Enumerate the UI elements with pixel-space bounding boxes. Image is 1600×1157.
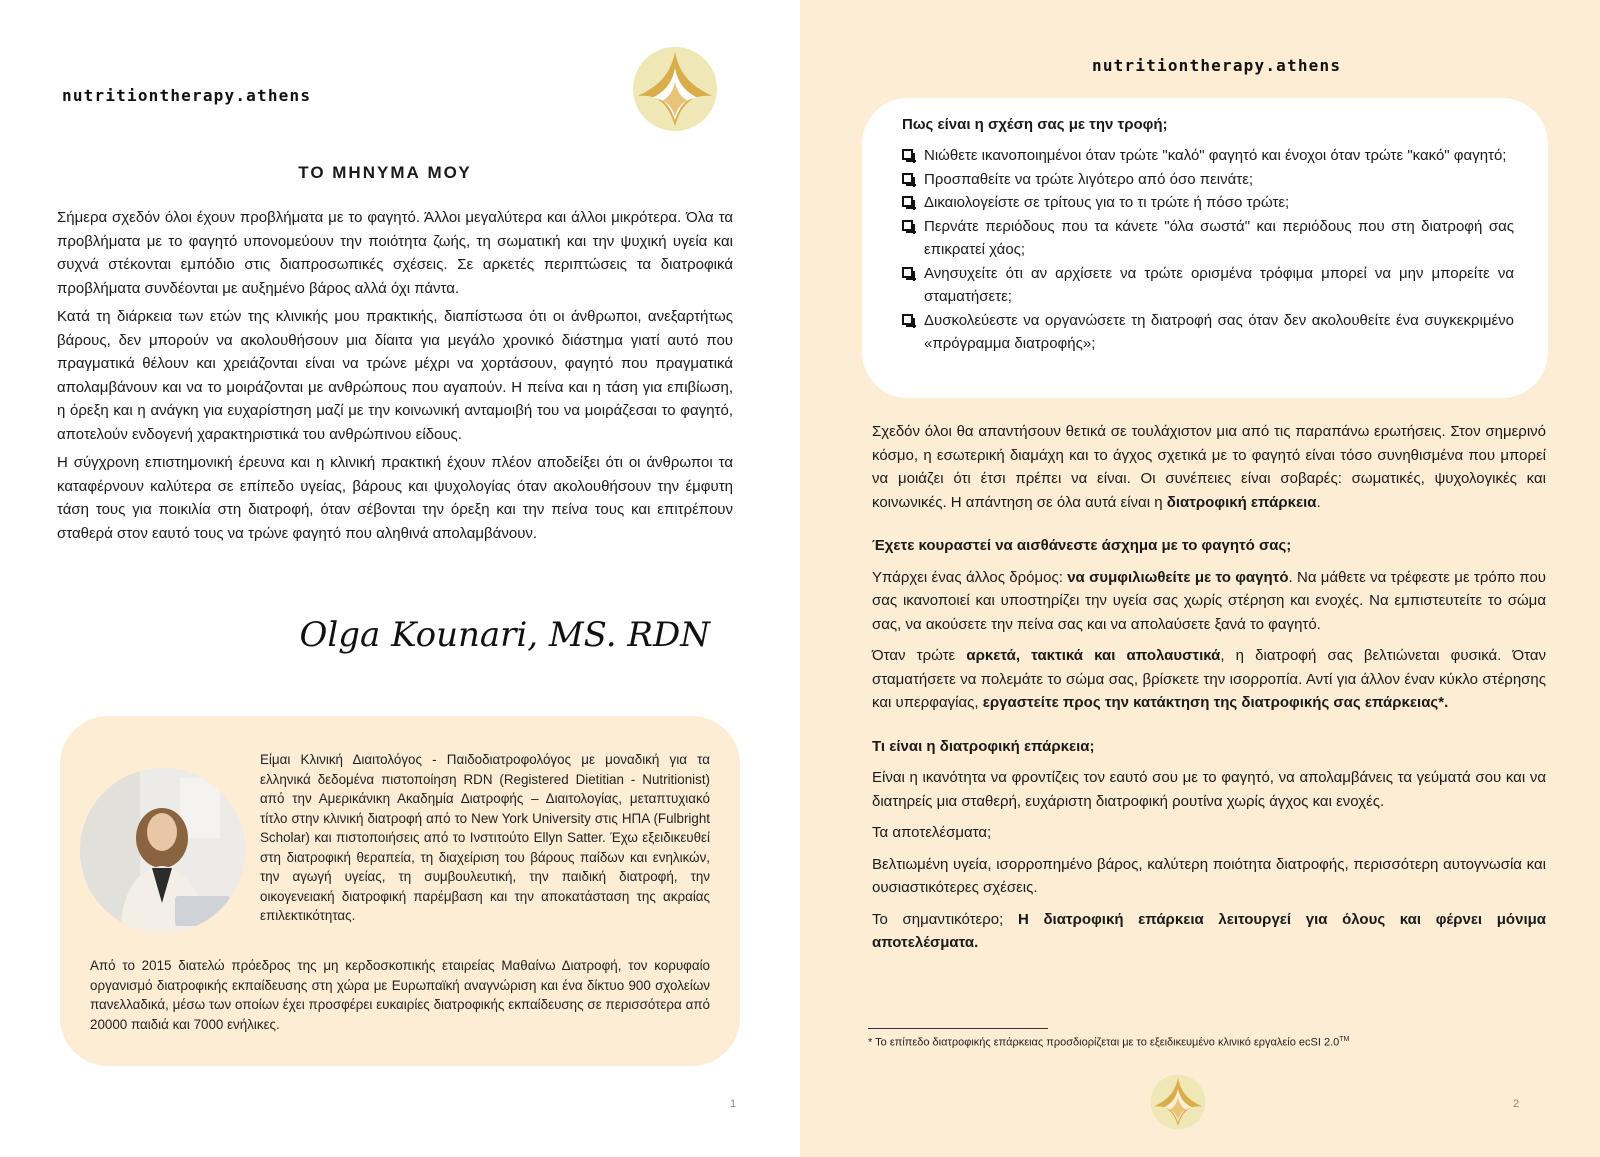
section-heading: Τι είναι η διατροφική επάρκεια; (872, 737, 1095, 755)
paragraph: Τα αποτελέσματα; (872, 824, 992, 841)
list-item: Ανησυχείτε ότι αν αρχίσετε να τρώτε ορισμένα τρόφιμα μπορεί να μην μπορείτε να σταματήσετε; (902, 262, 1514, 309)
paragraph: Υπάρχει ένας άλλος δρόμος: να συμφιλιωθείτε με το φαγητό. Να μάθετε να τρέφεστε με τρόπο που σας ικανοποιεί και υποστηρίζει την υγεία σας χωρίς στέρηση και ενοχές. Να εμπιστευτείτε το σώμα σας, να ακούσετε την πείνα σας και να απολαύσετε ξανά το φαγητό. (872, 568, 1546, 633)
paragraph: Όταν τρώτε αρκετά, τακτικά και απολαυστικά, η διατροφή σας βελτιώνεται φυσικά. Όταν σταματήσετε να πολεμάτε το σώμα σας, βρίσκετε την ισορροπία. Αντί για άλλον έναν κύκλο στέρησης και υπερφαγίας, εργαστείτε προς την κατάκτηση της διατροφικής σας επάρκειας*. (872, 647, 1546, 711)
checkbox-icon (902, 267, 913, 278)
list-item: Δυσκολεύεστε να οργανώσετε τη διατροφή σας όταν δεν ακολουθείτε ένα συγκεκριμένο «πρόγραμμα διατροφής»; (902, 309, 1514, 356)
list-item: Προσπαθείτε να τρώτε λιγότερο από όσο πεινάτε; (902, 168, 1514, 192)
page-number: 2 (1513, 1098, 1520, 1110)
checkbox-icon (902, 314, 913, 325)
list-item: Περνάτε περιόδους που τα κάνετε "όλα σωστά" και περιόδους που στη διατροφή σας επικρατεί χάος; (902, 215, 1514, 262)
logo-emblem-icon (1150, 1074, 1206, 1130)
checkbox-icon (902, 173, 913, 184)
paragraph: Βελτιωμένη υγεία, ισορροπημένο βάρος, καλύτερη ποιότητα διατροφής, περισσότερη αυτογνωσία και ουσιαστικότερες σχέσεις. (872, 855, 1546, 896)
section-heading: Έχετε κουραστεί να αισθάνεστε άσχημα με το φαγητό σας; (872, 537, 1292, 554)
page-title: ΤΟ ΜΗΝΥΜΑ ΜΟΥ (298, 163, 472, 182)
paragraph: Κατά τη διάρκεια των ετών της κλινικής μου πρακτικής, διαπίστωσα ότι οι άνθρωποι, ανεξαρτήτως βάρους, δεν μπορούν να ακολουθήσουν μια δίαιτα για μεγάλο χρονικό διάστημα γιατί αυτό που πραγματικά θέλουν και χρειάζονται είναι να τρώνε μέχρι να χορτάσουν, φαγητό που πραγματικά απολαμβάνουν και να το μοιράζονται με ανθρώπους που αγαπούν. Η πείνα και η τάση για επιβίωση, η όρεξη και η ανάγκη για ευχαρίστηση μαζί με την κοινωνική ανταμοιβή του να μοιράζεσαι το φαγητό, αποτελούν ενδογενή χαρακτηριστικά του ανθρώπινου είδους. (57, 308, 733, 443)
paragraph: Είναι η ικανότητα να φροντίζεις τον εαυτό σου με το φαγητό, να απολαμβάνεις τα γεύματά σου και να διατηρείς μια σταθερή, ευχάριστη διατροφική ρουτίνα χωρίς άγχος και ενοχές. (872, 769, 1546, 810)
brand-name: nutritiontherapy.athens (1092, 56, 1342, 75)
checkbox-icon (902, 149, 913, 160)
paragraph: Σήμερα σχεδόν όλοι έχουν προβλήματα με το φαγητό. Άλλοι μεγαλύτερα και άλλοι μικρότερα. Όλα τα προβλήματα με το φαγητό υπονομεύουν την ποιότητα ζωής, τη σωματική και την ψυχική υγεία και συχνά στέκονται εμπόδιο στις διαπροσωπικές σχέσεις. Σε αρκετές περιπτώσεις τα διατροφικά προβλήματα συνδέονται με αυξημένο βάρος αλλά όχι πάντα. (57, 209, 733, 297)
portrait-illustration (80, 768, 245, 933)
bio-card (60, 716, 740, 1066)
checkbox-icon (902, 196, 913, 207)
portrait-photo (80, 768, 245, 933)
footnote: * Το επίπεδο διατροφικής επάρκειας προσδιορίζεται με το εξειδικευμένο κλινικό εργαλείο ecSI 2.0™ (868, 1036, 1350, 1049)
brand-name: nutritiontherapy.athens (62, 86, 312, 105)
paragraph: Η σύγχρονη επιστημονική έρευνα και η κλινική πρακτική έχουν πλέον αποδείξει ότι οι άνθρωποι τα καταφέρνουν καλύτερα σε επίπεδο υγείας, βάρους και ψυχολογίας όταν ακολουθήσουν την έμφυτη τάση τους για ποικιλία στη διατροφή, όταν σέβονται την όρεξη και την πείνα τους και επιτρέπουν σταθερά στον εαυτό τους να τρώνε φαγητό που αληθινά απολαμβάνουν. (57, 454, 733, 542)
bio-text: Είμαι Κλινική Διαιτολόγος - Παιδοδιατροφολόγος με μοναδική για τα ελληνικά δεδομένα πιστοποίηση RDN (Registered Dietitian - Nutritionist) από την Αμερικάνικη Ακαδημία Διατροφής – Διαιτολογίας, μεταπτυχιακό τίτλο στην κλινική διατροφή από το New York University στις ΗΠΑ (Fulbright Scholar) και πιστοποιήσεις από το Ινστιτούτο Ellyn Satter. Έχω εξειδικευθεί στη διατροφική θεραπεία, τη διαχείριση του βάρους παίδων και ενηλικών, την αγωγή υγείας, τη συμβουλευτική, την παιδική διατροφή, την οικογενειακή διατροφική παρέμβαση και την αποκατάσταση της ακραίας επιλεκτικότητας. (260, 752, 710, 923)
message-body (57, 206, 733, 550)
page-number: 1 (730, 1098, 737, 1110)
page2-body (872, 420, 1546, 963)
page-2 (800, 0, 1600, 1157)
paragraph: Το σημαντικότερο; Η διατροφική επάρκεια λειτουργεί για όλους και φέρνει μόνιμα αποτελέσματα. (872, 910, 1547, 951)
questions-card (862, 98, 1548, 398)
questions-title: Πως είναι η σχέση σας με την τροφή; (902, 116, 1168, 133)
footnote-divider (868, 1028, 1048, 1029)
signature: Olga Kounari, MS. RDN (299, 615, 710, 655)
list-item: Δικαιολογείστε σε τρίτους για το τι τρώτε ή πόσο τρώτε; (902, 191, 1514, 215)
logo-emblem-icon (632, 46, 718, 132)
question-list (902, 144, 1514, 356)
checkbox-icon (902, 220, 913, 231)
list-item: Νιώθετε ικανοποιημένοι όταν τρώτε "καλό" φαγητό και ένοχοι όταν τρώτε "κακό" φαγητό; (902, 144, 1514, 168)
bio-text-secondary: Από το 2015 διατελώ πρόεδρος της μη κερδοσκοπικής εταιρείας Μαθαίνω Διατροφή, τον κορυφαίο οργανισμό διατροφικής εκπαίδευσης στη χώρα με Ευρωπαϊκή αναγνώριση και ένα δίκτυο 900 σχολείων πανελλαδικά, μέσω των οποίων έχει προσφέρει ευκαιρίες διατροφικής εκπαίδευσης σε περισσότερα από 20000 παιδιά και 7000 ενήλικες. (90, 958, 710, 1032)
paragraph: Σχεδόν όλοι θα απαντήσουν θετικά σε τουλάχιστον μια από τις παραπάνω ερωτήσεις. Στον σημερινό κόσμο, η εσωτερική διαμάχη και το άγχος σχετικά με το φαγητό είναι τόσο συνηθισμένα που μπορεί να μοιάζει ότι έτσι πρέπει να είναι. Οι συνέπειες είναι σοβαρές: σωματικές, ψυχολογικές και κοινωνικές. Η απάντηση σε όλα αυτά είναι η διατροφική επάρκεια. (872, 423, 1546, 511)
